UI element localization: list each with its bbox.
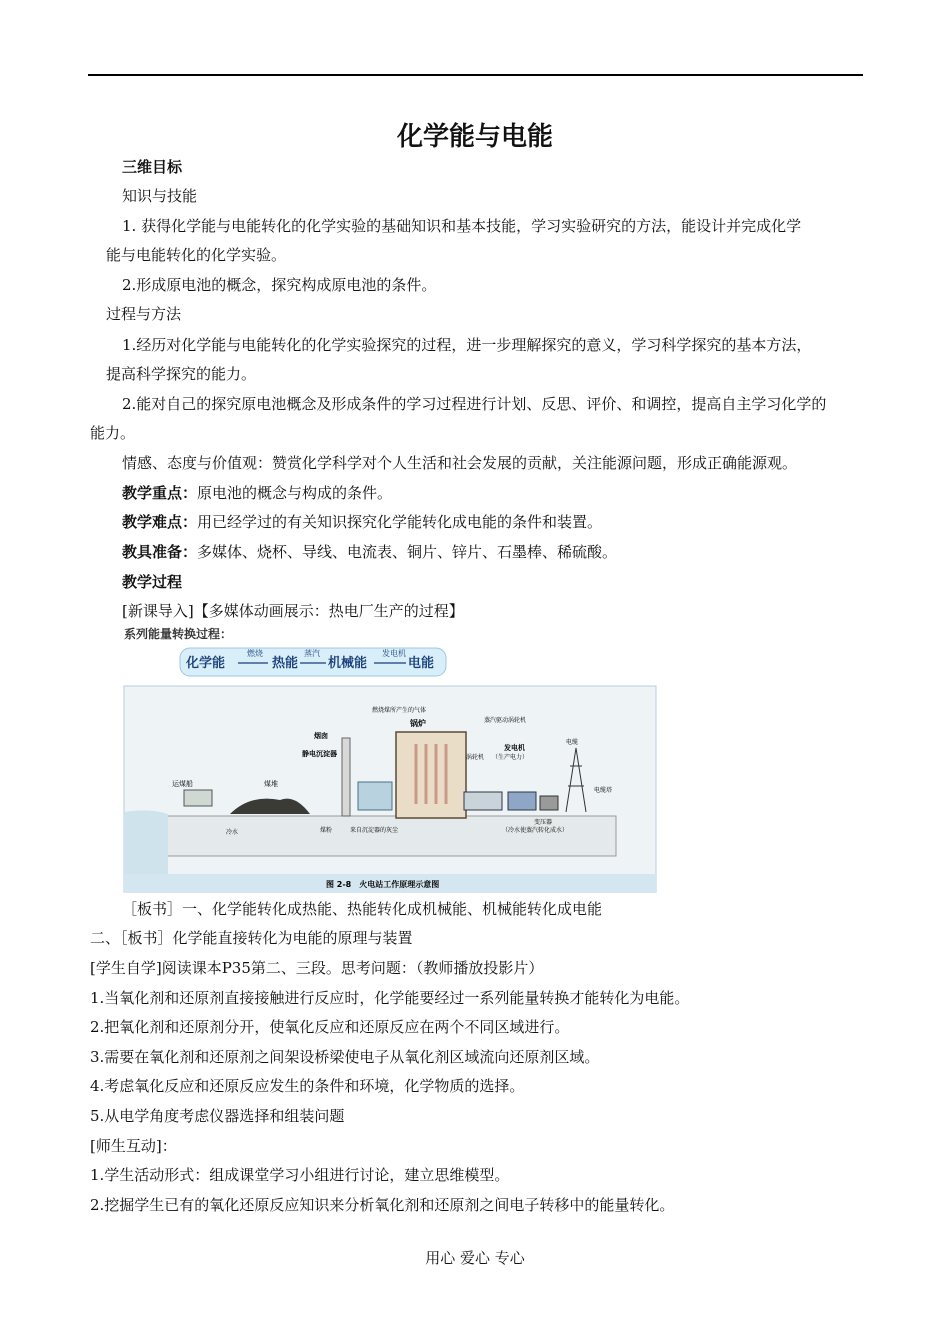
boiler-icon bbox=[396, 732, 466, 818]
figure-header: 系列能量转换过程： bbox=[124, 627, 233, 641]
difficult-point bbox=[122, 512, 602, 532]
difficult-label: 教学难点： bbox=[122, 513, 198, 531]
label-precipitator: 静电沉淀器 bbox=[302, 750, 337, 758]
knowledge-item-1b: 能与电能转化的化学实验。 bbox=[106, 246, 287, 264]
label-transformer: 变压器 bbox=[534, 819, 553, 826]
interaction-2: 2.挖掘学生已有的氧化还原反应知识来分析氧化剂和还原剂之间电子转移中的能量转化。 bbox=[90, 1196, 675, 1214]
knowledge-item-2: 2.形成原电池的概念，探究构成原电池的条件。 bbox=[122, 276, 437, 294]
question-4: 4.考虑氧化反应和还原反应发生的条件和环境，化学物质的选择。 bbox=[90, 1077, 525, 1095]
tools-text: 多媒体、烧杯、导线、电流表、铜片、锌片、石墨棒、稀硫酸。 bbox=[197, 543, 618, 561]
process-item-1b: 提高科学探究的能力。 bbox=[106, 365, 257, 383]
generator-icon bbox=[508, 792, 536, 810]
interaction-heading: [师生互动]： bbox=[90, 1137, 177, 1155]
difficult-text: 用已经学过的有关知识探究化学能转化成电能的条件和装置。 bbox=[197, 513, 603, 531]
board-2: 二、［板书］化学能直接转化为电能的原理与装置 bbox=[90, 929, 413, 947]
tools bbox=[122, 542, 617, 562]
process-title: 教学过程 bbox=[122, 573, 183, 591]
label-coal-ash: 煤粉 bbox=[320, 827, 333, 834]
chain-1: 化学能 bbox=[186, 656, 226, 671]
emotion-goal: 情感、态度与价值观：赞赏化学科学对个人生活和社会发展的贡献，关注能源问题，形成正确能源观。 bbox=[122, 454, 798, 472]
power-plant-diagram bbox=[120, 626, 660, 896]
ship-icon bbox=[184, 790, 212, 806]
header-rule bbox=[88, 74, 863, 76]
board-1: ［板书］一、化学能转化成热能、热能转化成机械能、机械能转化成电能 bbox=[122, 900, 603, 918]
process-item-1a: 1.经历对化学能与电能转化的化学实验探究的过程，进一步理解探究的意义，学习科学探究的基本方法， bbox=[122, 336, 812, 354]
label-cold-water: 冷水 bbox=[226, 829, 239, 836]
label-turbine: 涡轮机 bbox=[466, 754, 485, 761]
question-5: 5.从电学角度考虑仪器选择和组装问题 bbox=[90, 1107, 345, 1125]
label-ship: 运煤船 bbox=[172, 780, 193, 788]
label-ash: 来自沉淀器的灰尘 bbox=[350, 827, 399, 834]
self-study: [学生自学]阅读课本P35第二、三段。思考问题：（教师播放投影片） bbox=[90, 959, 544, 977]
intro-label: [新课导入] bbox=[122, 602, 194, 620]
key-label: 教学重点： bbox=[122, 484, 198, 502]
chain-3: 机械能 bbox=[328, 656, 368, 671]
figure-caption: 图 2-8 火电站工作原理示意图 bbox=[326, 880, 440, 889]
intro bbox=[122, 601, 464, 621]
turbine-icon bbox=[464, 792, 502, 810]
label-steam-turbine: 蒸汽驱动涡轮机 bbox=[484, 717, 527, 724]
label-coal-pile: 煤堆 bbox=[264, 780, 278, 788]
arrow-label-3: 发电机 bbox=[382, 649, 406, 658]
arrow-label-1: 燃烧 bbox=[247, 649, 263, 658]
process-item-2a: 2.能对自己的探究原电池概念及形成条件的学习过程进行计划、反思、评价、和调控，提高自主学习化学的 bbox=[122, 395, 827, 413]
interaction-1: 1.学生活动形式：组成课堂学习小组进行讨论，建立思维模型。 bbox=[90, 1166, 510, 1184]
label-gas: 燃烧煤所产生的气体 bbox=[372, 707, 427, 714]
label-cable: 电缆 bbox=[566, 739, 579, 746]
arrow-label-2: 蒸汽 bbox=[304, 649, 320, 658]
label-chimney: 烟囱 bbox=[314, 732, 328, 740]
label-generator-note: （生产电力） bbox=[492, 754, 529, 761]
transformer-icon bbox=[540, 796, 558, 810]
page-title: 化学能与电能 bbox=[396, 122, 553, 152]
chain-4: 电能 bbox=[408, 656, 435, 671]
label-generator: 发电机 bbox=[504, 744, 525, 752]
key-text: 原电池的概念与构成的条件。 bbox=[197, 484, 393, 502]
intro-text: 【多媒体动画展示：热电厂生产的过程】 bbox=[193, 602, 464, 620]
label-cooling: （冷水使蒸汽转化成水） bbox=[502, 827, 569, 834]
page-footer: 用心 爱心 专心 bbox=[425, 1249, 525, 1267]
knowledge-item-1a: 1. 获得化学能与电能转化的化学实验的基础知识和基本技能，学习实验研究的方法，能设计并完成化学 bbox=[122, 217, 802, 235]
key-point bbox=[122, 483, 392, 503]
chain-2: 热能 bbox=[272, 656, 299, 671]
question-1: 1.当氧化剂和还原剂直接接触进行反应时，化学能要经过一系列能量转换才能转化为电能。 bbox=[90, 989, 690, 1007]
chimney-icon bbox=[342, 738, 350, 816]
question-3: 3.需要在氧化剂和还原剂之间架设桥梁使电子从氧化剂区域流向还原剂区域。 bbox=[90, 1048, 600, 1066]
knowledge-heading: 知识与技能 bbox=[122, 187, 198, 205]
question-2: 2.把氧化剂和还原剂分开，使氧化反应和还原反应在两个不同区域进行。 bbox=[90, 1018, 570, 1036]
goals-heading: 三维目标 bbox=[122, 158, 183, 176]
process-item-2b: 能力。 bbox=[90, 424, 136, 442]
tools-label: 教具准备： bbox=[122, 543, 198, 561]
process-heading: 过程与方法 bbox=[106, 305, 182, 323]
label-boiler: 锅炉 bbox=[410, 719, 426, 728]
label-tower: 电缆塔 bbox=[594, 787, 613, 794]
precipitator-icon bbox=[358, 782, 392, 810]
